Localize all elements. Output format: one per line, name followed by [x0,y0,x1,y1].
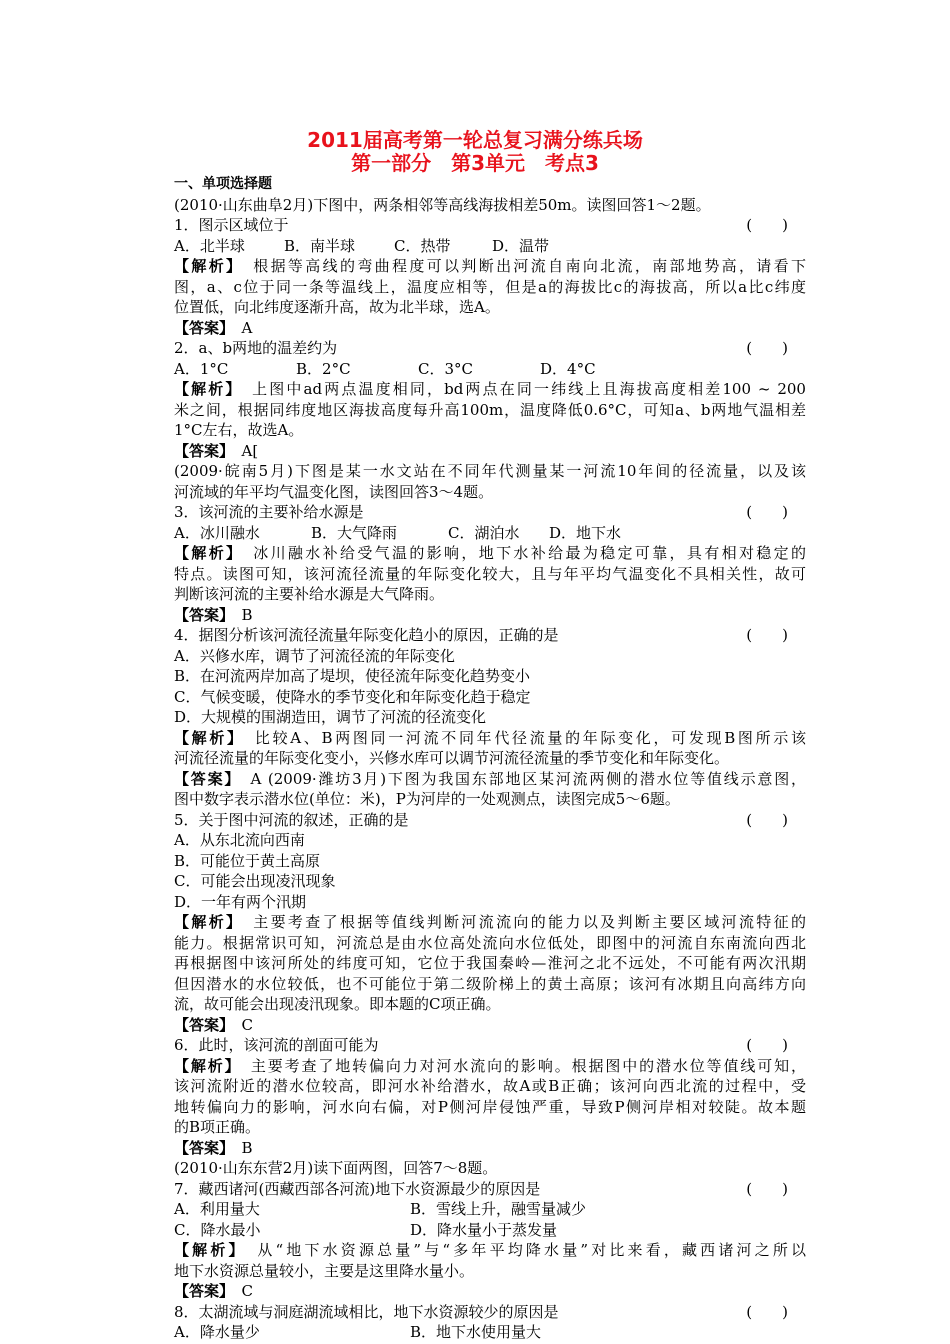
q3-analysis-line: 判断该河流的主要补给水源是大气降雨。 [174,585,445,603]
q4-analysis-line: 河流径流量的年际变化变小，兴修水库可以调节河流径流量的季节变化和年际变化。 [174,749,730,767]
q1-stem [174,215,806,236]
q6-answer-text: B [226,1138,253,1157]
q6-answer [174,1138,806,1159]
q3-intro-line: 河流域的年平均气温变化图，读图回答3～4题。 [174,482,494,501]
q3-stem [174,502,806,523]
answer-label: 【答案】 [174,605,227,624]
q2-analysis-text: 上图中ad两点温度相同，bd两点在同一纬线上且海拔高度相差100 ~ 200 [235,380,806,398]
q2-stem [174,338,806,359]
q7-answer-blank: ( ) [746,1179,788,1198]
q8-stem [174,1302,806,1323]
answer-label: 【答案】 [174,318,227,337]
q5-stem [174,810,806,831]
q4-answer-blank: ( ) [746,626,788,644]
q7-options-row [174,1220,806,1241]
answer-label: 【答案】 [174,1015,227,1034]
q6-analysis-line: 的B项正确。 [174,1118,261,1136]
q3-stem-text: 3．该河流的主要补给水源是 [174,503,364,521]
q7-option-a: A．利用量大 [174,1200,260,1218]
q5-analysis-line: 再根据图中该河所处的纬度可知，它位于我国秦岭—淮河之北不远处，不可能有两次汛期 [174,954,806,972]
q5-analysis-line [174,912,806,933]
q7-answer [174,1281,806,1302]
q5-analysis-text: 主要考查了根据等值线判断河流流向的能力以及判断主要区域河流特征的 [235,913,806,931]
q1-stem-text: 1．图示区域位于 [174,216,289,234]
document-body [174,174,806,1343]
q4-option-d: D．大规模的围湖造田，调节了河流的径流变化 [174,708,487,726]
q5-intro-line: 图中数字表示潜水位(单位：米)，P为河岸的一处观测点，读图完成5～6题。 [174,790,680,808]
q2-option-d: D．4°C [540,359,596,378]
analysis-label: 【解析】 [174,728,238,747]
q2-answer-blank: ( ) [746,339,788,357]
q3-answer-text: B [226,605,253,624]
analysis-label: 【解析】 [174,1056,235,1075]
q2-analysis-line: 米之间，根据同纬度地区海拔高度每升高100m，温度降低0.6°C，可知a、b两地气温相差 [174,400,806,419]
q5-analysis-line: 但因潜水的水位较低，也不可能位于第二级阶梯上的黄土高原；该河有冰期且向高纬方向 [174,974,806,993]
q5-option-c: C．可能会出现凌汛现象 [174,872,336,890]
q7-option-b: B．雪线上升，融雪量减少 [410,1200,587,1218]
q3-answer [174,605,806,626]
q5-answer-text: C [226,1015,253,1034]
q7-option-d: D．降水量小于蒸发量 [410,1220,558,1239]
document-subtitle: 第一部分 第3单元 考点3 [351,151,599,175]
q4-option-b: B．在河流两岸加高了堤坝，使径流年际变化趋势变小 [174,667,531,685]
q2-options [174,359,806,380]
q2-option-c: C．3°C [418,359,473,378]
document-title: 2011届高考第一轮总复习满分练兵场 [307,128,643,152]
q4-stem-text: 4．据图分析该河流径流量年际变化趋小的原因，正确的是 [174,626,559,644]
q7-option-c: C．降水最小 [174,1220,261,1239]
q8-options-row [174,1322,806,1343]
q4-analysis-line [174,728,806,749]
q3-option-b: B．大气降雨 [311,523,398,542]
q4-stem [174,625,806,646]
q3-option-c: C．湖泊水 [448,523,520,542]
q4-option-a: A．兴修水库，调节了河流径流的年际变化 [174,646,455,665]
q6-answer-blank: ( ) [746,1036,788,1054]
q3-options [174,523,806,544]
q3-intro-line: (2009·皖南5月)下图是某一水文站在不同年代测量某一河流10年间的径流量，以及该 [174,462,806,480]
analysis-label: 【解析】 [174,913,236,931]
section-heading: 一、单项选择题 [174,176,272,192]
q1-analysis-line [174,256,806,277]
q6-stem [174,1035,806,1056]
q7-stem [174,1179,806,1200]
analysis-label: 【解析】 [174,257,236,275]
q6-analysis-line: 地转偏向力的影响，河水向右偏，对P侧河岸侵蚀严重，导致P侧河岸相对较陡。故本题 [174,1097,806,1116]
q3-option-a: A．冰川融水 [174,523,260,542]
answer-label: 【答案】 [174,769,234,788]
q1-analysis-line: 位置低，向北纬度逐渐升高，故为北半球，选A。 [174,298,500,316]
answer-label: 【答案】 [174,441,227,460]
q2-option-a: A．1°C [174,359,229,378]
q3-answer-blank: ( ) [746,503,788,521]
analysis-label: 【解析】 [174,1241,240,1259]
q7-answer-text: C [226,1282,253,1300]
q5-analysis-line: 能力。根据常识可知，河流总是由水位高处流向水位低处，即图中的河流自东南流向西北 [174,933,806,952]
q7-stem-text: 7．藏西诸河(西藏西部各河流)地下水资源最少的原因是 [174,1179,541,1198]
q1-analysis-line: 图，a、c位于同一条等温线上，温度应相等，但是a的海拔比c的海拔高，所以a比c纬度 [174,277,806,296]
q1-intro: (2010·山东曲阜2月)下图中，两条相邻等高线海拔相差50m。读图回答1～2题。 [174,195,711,214]
q1-option-a: A．北半球 [174,236,245,255]
q7-analysis-text: 从“地下水资源总量”与“多年平均降水量”对比来看，藏西诸河之所以 [239,1241,806,1259]
q8-answer-blank: ( ) [746,1302,788,1321]
q3-analysis-line: 特点。读图可知，该河流径流量的年际变化较大，且与年平均气温变化不具相关性，故可 [174,564,806,583]
q5-option-a: A．从东北流向西南 [174,831,305,849]
q6-analysis-line [174,1056,806,1077]
q5-option-b: B．可能位于黄土高原 [174,851,321,870]
q3-analysis-text: 冰川融水补给受气温的影响，地下水补给最为稳定可靠，具有相对稳定的 [235,544,806,562]
q1-answer-blank: ( ) [746,216,788,234]
q2-answer [174,441,806,462]
q4-analysis-text: 比较A、B两图同一河流不同年代径流量的年际变化，可发现B图所示该 [237,728,806,747]
q1-analysis-text: 根据等高线的弯曲程度可以判断出河流自南向北流，南部地势高，请看下 [235,257,806,275]
q6-analysis-line: 该河流附近的潜水位较高，即河水补给潜水，故A或B正确；该河向西北流的过程中，受 [174,1077,806,1095]
q1-answer-text: A [226,318,253,337]
q7-intro: (2010·山东东营2月)读下面两图，回答7～8题。 [174,1159,498,1177]
answer-label: 【答案】 [174,1282,227,1300]
q5-analysis-line: 流，故可能会出现凌汛现象。即本题的C项正确。 [174,995,501,1013]
q7-options-row [174,1199,806,1220]
q5-answer [174,1015,806,1036]
q2-option-b: B．2°C [296,359,351,378]
q5-answer-blank: ( ) [746,810,788,829]
q8-stem-text: 8．太湖流域与洞庭湖流域相比，地下水资源较少的原因是 [174,1302,559,1321]
q7-analysis-line: 地下水资源总量较小，主要是这里降水量小。 [174,1261,475,1280]
analysis-label: 【解析】 [174,544,236,562]
q4-option-c: C．气候变暖，使降水的季节变化和年际变化趋于稳定 [174,687,531,706]
answer-label: 【答案】 [174,1138,227,1157]
q5-option-d: D．一年有两个汛期 [174,892,307,911]
q1-option-c: C．热带 [394,236,451,255]
analysis-label: 【解析】 [174,380,236,398]
q8-option-a: A．降水量少 [174,1323,260,1341]
q2-analysis-line [174,379,806,400]
q2-stem-text: 2．a、b两地的温差约为 [174,339,338,357]
q2-answer-text: A[ [226,441,259,460]
q1-answer [174,318,806,339]
q3-analysis-line [174,543,806,564]
q1-option-d: D．温带 [492,236,550,255]
q8-option-b: B．地下水使用量大 [410,1323,542,1341]
q5-stem-text: 5．关于图中河流的叙述，正确的是 [174,810,409,829]
q7-analysis-line [174,1240,806,1261]
q1-options [174,236,806,257]
q2-analysis-line: 1°C左右，故选A。 [174,421,304,439]
q4-answer-text: A (2009·潍坊3月)下图为我国东部地区某河流两侧的潜水位等值线示意图， [233,769,806,788]
q1-option-b: B．南半球 [284,236,356,255]
q3-option-d: D．地下水 [549,523,622,542]
q4-answer-line [174,769,806,790]
q6-stem-text: 6．此时，该河流的剖面可能为 [174,1036,379,1054]
q6-analysis-text: 主要考查了地转偏向力对河水流向的影响。根据图中的潜水位等值线可知， [234,1056,806,1075]
